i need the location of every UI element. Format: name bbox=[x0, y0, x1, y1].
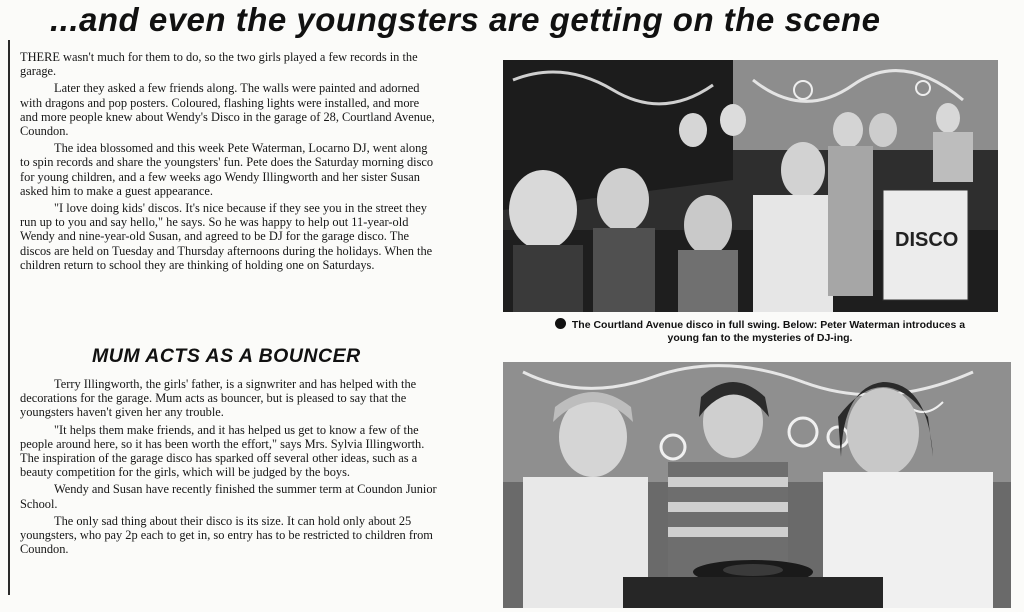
photo-disco-crowd-image bbox=[503, 60, 998, 312]
photo-dj-with-fans-image bbox=[503, 362, 1011, 608]
photo-disco-crowd bbox=[503, 60, 998, 312]
article-paragraph: "I love doing kids' discos. It's nice because if they see you in the street they run up to you and say hello," he says. So he was happy to help out 11-year-old Wendy and nine-year-old Susan, and agreed to be DJ for the garage disco. The discos are held on Tuesday and Thursday afternoons during the holidays. When the children return to school they are thinking of holding one on Saturdays. bbox=[20, 201, 433, 272]
photo-dj-with-fans bbox=[503, 362, 1011, 608]
bouncer-section bbox=[20, 345, 440, 556]
article-paragraph: The idea blossomed and this week Pete Waterman, Locarno DJ, went along to spin records and share the youngsters' fun. Pete does the Saturday morning disco for young children, and a few weeks ago Wendy Illingworth and her sister Susan asked him to make a guest appearance. bbox=[20, 141, 434, 198]
article-paragraph: THERE wasn't much for them to do, so the two girls played a few records in the garage. bbox=[20, 50, 418, 79]
caption-bullet-icon bbox=[555, 318, 566, 329]
section-paragraph: Terry Illingworth, the girls' father, is a signwriter and has helped with the decorations for the garage. Mum acts as bouncer, but is pleased to say that the youngsters haven't given her any trouble. bbox=[20, 377, 417, 420]
disco-sign-text: DISCO bbox=[895, 229, 959, 251]
article-body bbox=[20, 50, 440, 272]
photo-caption bbox=[540, 318, 980, 345]
section-paragraph: Wendy and Susan have recently finished the summer term at Coundon Junior School. bbox=[20, 482, 437, 511]
page-edge-rule bbox=[8, 40, 10, 595]
article-paragraph: Later they asked a few friends along. The walls were painted and adorned with dragons and pop posters. Coloured, flashing lights were installed, and more and more people knew about Wendy's Disco in the garage of 28, Courtland Avenue, Coundon. bbox=[20, 81, 435, 139]
section-subhead: MUM ACTS AS A BOUNCER bbox=[92, 345, 361, 367]
section-paragraph: "It helps them make friends, and it has helped us get to know a few of the people around here, so it has been worth the effort," says Mrs. Sylvia Illingworth. The inspiration of the garage disco has sparked off several other ideas, such as a beauty competition for the girls, which will be judged by the boys. bbox=[20, 422, 425, 480]
headline: ...and even the youngsters are getting on the scene bbox=[50, 1, 881, 38]
caption-text: The Courtland Avenue disco in full swing. Below: Peter Waterman introduces a young fan to the mysteries of DJ-ing. bbox=[571, 319, 966, 344]
section-paragraph: The only sad thing about their disco is its size. It can hold only about 25 youngsters, who pay 2p each to get in, so entry has to be restricted to children from Coundon. bbox=[20, 513, 433, 557]
